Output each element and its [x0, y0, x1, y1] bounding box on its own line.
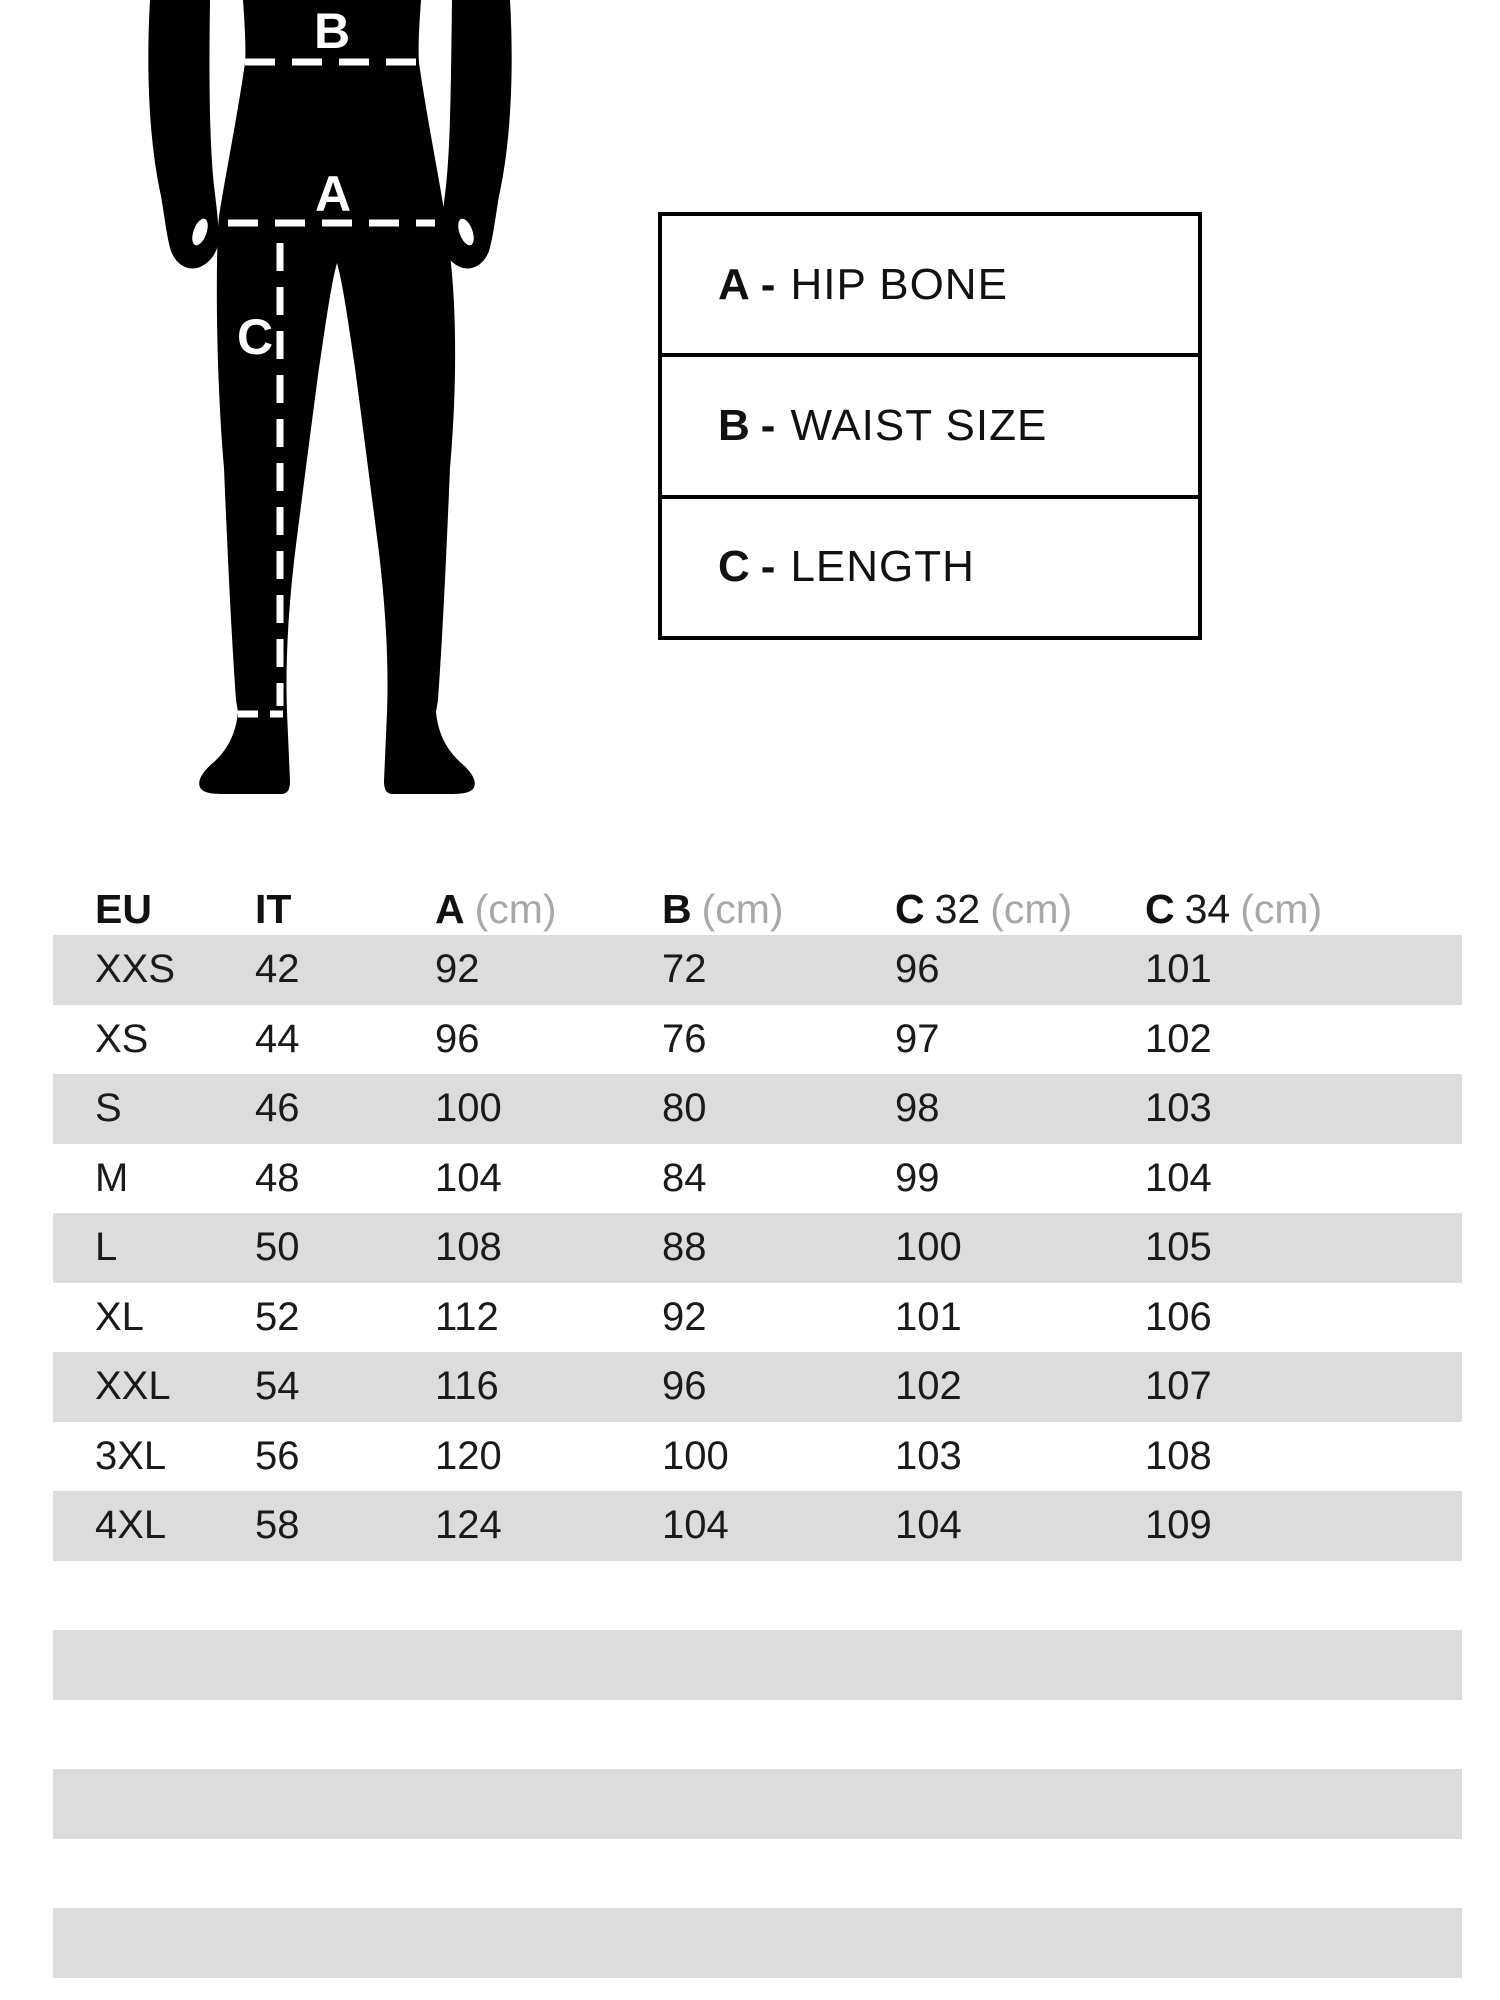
value-cell: 100 [895, 1225, 962, 1270]
legend-separator: - [760, 542, 777, 592]
value-cell: 92 [662, 1294, 707, 1339]
value-cell: 101 [895, 1294, 962, 1339]
value-cell: 84 [662, 1155, 707, 1200]
column-header: IT [255, 885, 292, 932]
value-cell: 108 [1145, 1433, 1212, 1478]
value-cell: 96 [895, 947, 940, 992]
value-cell: 54 [255, 1364, 300, 1409]
value-cell: 116 [435, 1364, 499, 1409]
table-row [53, 1491, 1462, 1561]
value-cell: 56 [255, 1433, 300, 1478]
size-cell: L [95, 1225, 118, 1270]
table-row-empty [53, 1700, 1462, 1770]
size-table-header [53, 883, 1462, 935]
legend-item-hip-bone [658, 212, 1202, 357]
value-cell: 120 [435, 1433, 502, 1478]
table-row-empty [53, 1769, 1462, 1839]
value-cell: 101 [1145, 947, 1212, 992]
legend-letter: A [718, 259, 751, 309]
value-cell: 96 [662, 1364, 707, 1409]
value-cell: 109 [1145, 1503, 1212, 1548]
body-measurement-figure [105, 0, 515, 800]
legend-label: LENGTH [790, 542, 975, 592]
value-cell: 72 [662, 947, 707, 992]
legend-separator: - [760, 259, 777, 309]
size-cell: M [95, 1155, 129, 1200]
legend-letter: B [718, 400, 751, 450]
table-row [53, 1352, 1462, 1422]
value-cell: 46 [255, 1086, 300, 1131]
size-cell: XXS [95, 947, 176, 992]
value-cell: 124 [435, 1503, 502, 1548]
value-cell: 104 [662, 1503, 729, 1548]
column-header: C 34 (cm) [1145, 885, 1323, 932]
size-table [53, 883, 1462, 1978]
value-cell: 99 [895, 1155, 940, 1200]
table-row-empty [53, 1908, 1462, 1978]
legend-letter: C [718, 542, 751, 592]
table-row [53, 935, 1462, 1005]
legend-separator: - [760, 400, 777, 450]
legend-item-waist-size [658, 353, 1202, 498]
hip-label: A [314, 166, 352, 222]
length-label: C [236, 309, 274, 365]
size-cell: XS [95, 1016, 149, 1061]
table-row-empty [53, 1630, 1462, 1700]
value-cell: 108 [435, 1225, 502, 1270]
size-cell: XL [95, 1294, 144, 1339]
value-cell: 96 [435, 1016, 480, 1061]
value-cell: 98 [895, 1086, 940, 1131]
value-cell: 88 [662, 1225, 707, 1270]
table-row [53, 1283, 1462, 1353]
value-cell: 104 [895, 1503, 962, 1548]
column-header: A (cm) [435, 885, 557, 932]
value-cell: 92 [435, 947, 480, 992]
table-row [53, 1144, 1462, 1214]
column-header: C 32 (cm) [895, 885, 1073, 932]
table-row [53, 1422, 1462, 1492]
size-cell: S [95, 1086, 122, 1131]
value-cell: 52 [255, 1294, 300, 1339]
value-cell: 103 [895, 1433, 962, 1478]
size-cell: 4XL [95, 1503, 167, 1548]
value-cell: 58 [255, 1503, 300, 1548]
value-cell: 106 [1145, 1294, 1212, 1339]
value-cell: 42 [255, 947, 300, 992]
value-cell: 102 [1145, 1016, 1212, 1061]
column-header: EU [95, 885, 152, 932]
legend-label: HIP BONE [790, 259, 1008, 309]
legend-label: WAIST SIZE [790, 400, 1048, 450]
value-cell: 102 [895, 1364, 962, 1409]
right-arm-shape [441, 0, 512, 268]
value-cell: 112 [435, 1294, 499, 1339]
value-cell: 50 [255, 1225, 300, 1270]
value-cell: 44 [255, 1016, 300, 1061]
value-cell: 100 [435, 1086, 502, 1131]
value-cell: 80 [662, 1086, 707, 1131]
size-cell: XXL [95, 1364, 171, 1409]
male-lower-body-silhouette [105, 0, 515, 800]
value-cell: 103 [1145, 1086, 1212, 1131]
value-cell: 104 [1145, 1155, 1212, 1200]
left-arm-shape [148, 0, 219, 268]
size-cell: 3XL [95, 1433, 167, 1478]
table-row [53, 1005, 1462, 1075]
value-cell: 48 [255, 1155, 300, 1200]
torso-legs-shape [199, 0, 475, 794]
table-row [53, 1213, 1462, 1283]
value-cell: 105 [1145, 1225, 1212, 1270]
value-cell: 107 [1145, 1364, 1212, 1409]
legend-item-length [658, 495, 1202, 640]
table-row-empty [53, 1839, 1462, 1909]
value-cell: 104 [435, 1155, 502, 1200]
value-cell: 100 [662, 1433, 729, 1478]
table-row [53, 1074, 1462, 1144]
table-row-empty [53, 1561, 1462, 1631]
waist-label: B [313, 3, 351, 59]
column-header: B (cm) [662, 885, 784, 932]
value-cell: 76 [662, 1016, 707, 1061]
value-cell: 97 [895, 1016, 940, 1061]
measurement-legend [658, 212, 1202, 640]
size-table-body [53, 935, 1462, 1978]
